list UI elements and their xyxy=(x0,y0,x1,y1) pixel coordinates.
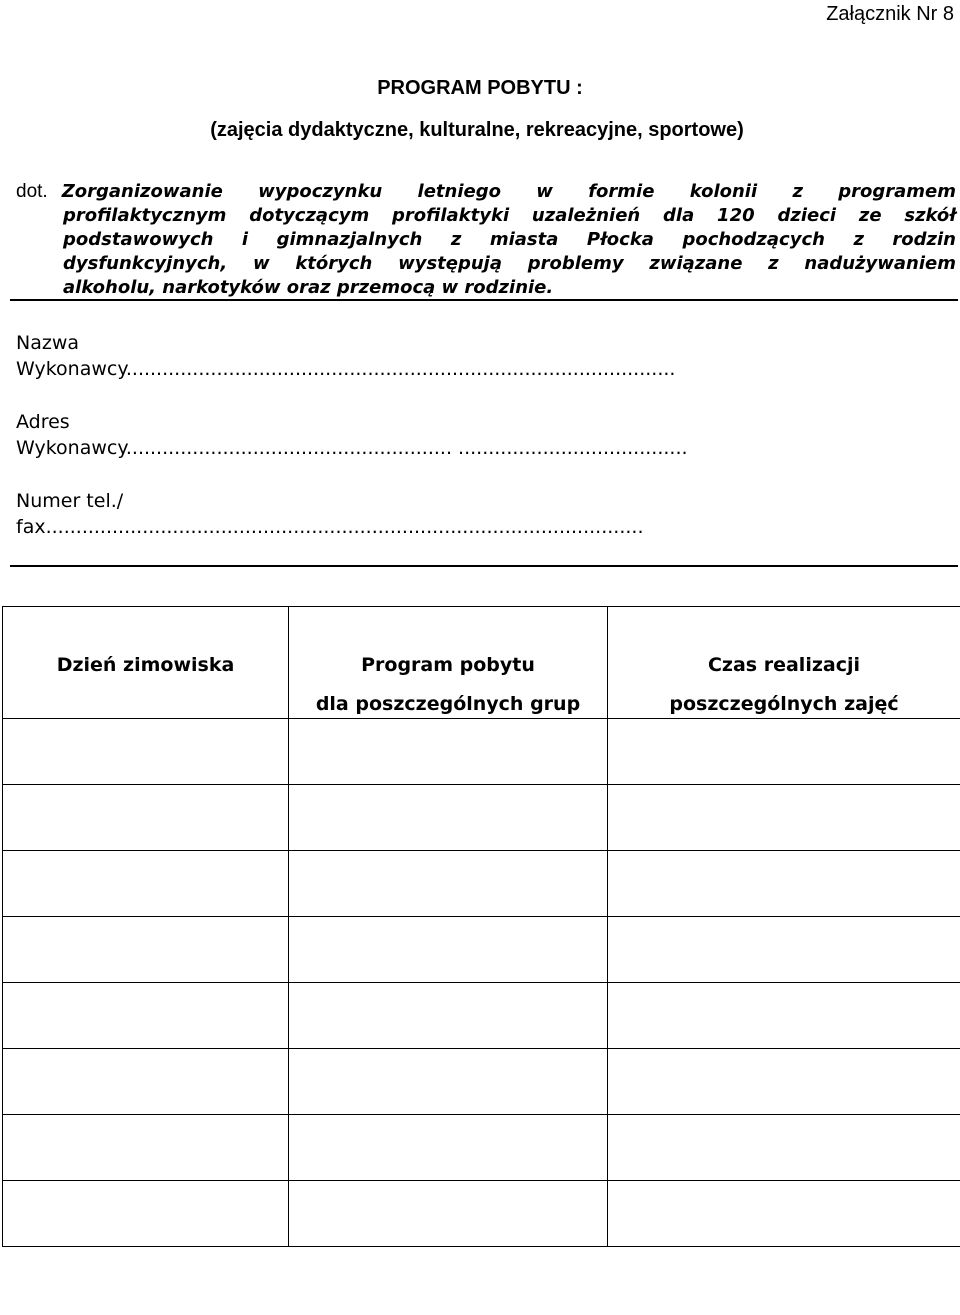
intro-prefix: dot. xyxy=(16,181,48,202)
intro-line-text: alkoholu, narkotyków oraz przemocą w rodzinie. xyxy=(63,277,554,298)
table-cell[interactable] xyxy=(289,785,608,851)
intro-line-4 xyxy=(16,252,956,276)
header-program-line-2: dla poszczególnych grup xyxy=(315,693,581,715)
phone-fax-label-2: fax xyxy=(16,516,46,538)
table-row xyxy=(3,1181,960,1247)
table-cell[interactable] xyxy=(289,1181,608,1247)
contractor-address-field xyxy=(16,409,688,461)
table-cell[interactable] xyxy=(3,983,289,1049)
header-day xyxy=(3,607,289,719)
table-cell[interactable] xyxy=(289,1049,608,1115)
header-program xyxy=(289,607,608,719)
phone-fax-line[interactable] xyxy=(16,514,644,540)
intro-line-text: profilaktycznym dotyczącym profilaktyki uzależnień dla 120 dzieci ze szkół xyxy=(63,205,956,226)
table-cell[interactable] xyxy=(608,1181,960,1247)
table-cell[interactable] xyxy=(289,917,608,983)
divider-bottom xyxy=(10,565,958,567)
table-row xyxy=(3,917,960,983)
contractor-address-label-1: Adres xyxy=(16,411,70,433)
table-row xyxy=(3,719,960,785)
table-cell[interactable] xyxy=(289,851,608,917)
contractor-name-dots: ........................................................................................... xyxy=(125,358,676,380)
intro-line-text: podstawowych i gimnazjalnych z miasta Płocka pochodzących z rodzin xyxy=(63,229,956,250)
phone-fax-label-1: Numer tel./ xyxy=(16,490,124,512)
table-cell[interactable] xyxy=(3,851,289,917)
contractor-name-line[interactable] xyxy=(16,356,675,382)
contractor-name-label-1: Nazwa xyxy=(16,332,80,354)
table-cell[interactable] xyxy=(289,983,608,1049)
table-row xyxy=(3,851,960,917)
table-cell[interactable] xyxy=(3,917,289,983)
table-row xyxy=(3,1049,960,1115)
intro-paragraph xyxy=(16,180,956,300)
table-row xyxy=(3,785,960,851)
program-table xyxy=(2,606,960,1247)
contractor-name-field xyxy=(16,330,675,382)
document-subtitle: (zajęcia dydaktyczne, kulturalne, rekreacyjne, sportowe) xyxy=(210,119,744,141)
header-time xyxy=(608,607,960,719)
table-row xyxy=(3,983,960,1049)
intro-line-text: dysfunkcyjnych, w których występują problemy związane z nadużywaniem xyxy=(63,253,956,274)
table-cell[interactable] xyxy=(3,1181,289,1247)
contractor-address-line[interactable] xyxy=(16,435,688,461)
annex-label: Załącznik Nr 8 xyxy=(826,3,954,25)
table-cell[interactable] xyxy=(608,983,960,1049)
intro-line-1 xyxy=(16,180,956,204)
table-cell[interactable] xyxy=(608,1049,960,1115)
contractor-address-dots: ...................................................... ...................................... xyxy=(125,437,688,459)
table-cell[interactable] xyxy=(289,1115,608,1181)
header-time-line-1: Czas realizacji xyxy=(707,654,861,676)
contractor-address-label-2: Wykonawcy xyxy=(16,437,126,459)
table-cell[interactable] xyxy=(608,785,960,851)
table-row xyxy=(3,1115,960,1181)
divider-top xyxy=(10,299,958,301)
intro-line-5 xyxy=(16,276,956,300)
table-cell[interactable] xyxy=(608,719,960,785)
table-cell[interactable] xyxy=(3,719,289,785)
intro-line-2 xyxy=(16,204,956,228)
phone-fax-dots: ................................................................................................... xyxy=(45,516,644,538)
document-title: PROGRAM POBYTU : xyxy=(377,77,583,99)
table-cell[interactable] xyxy=(3,1049,289,1115)
header-day-line-1: Dzień zimowiska xyxy=(56,654,235,676)
intro-line-3 xyxy=(16,228,956,252)
table-body xyxy=(3,719,960,1247)
table-cell[interactable] xyxy=(3,785,289,851)
table-cell[interactable] xyxy=(608,917,960,983)
table-header-row xyxy=(3,607,960,719)
table-cell[interactable] xyxy=(608,1115,960,1181)
table-cell[interactable] xyxy=(289,719,608,785)
header-time-line-2: poszczególnych zajęć xyxy=(669,693,899,715)
intro-line-text: Zorganizowanie wypoczynku letniego w formie kolonii z programem xyxy=(61,181,956,202)
header-program-line-1: Program pobytu xyxy=(361,654,535,676)
table-cell[interactable] xyxy=(3,1115,289,1181)
table-cell[interactable] xyxy=(608,851,960,917)
contractor-name-label-2: Wykonawcy xyxy=(16,358,126,380)
phone-fax-field xyxy=(16,488,644,540)
